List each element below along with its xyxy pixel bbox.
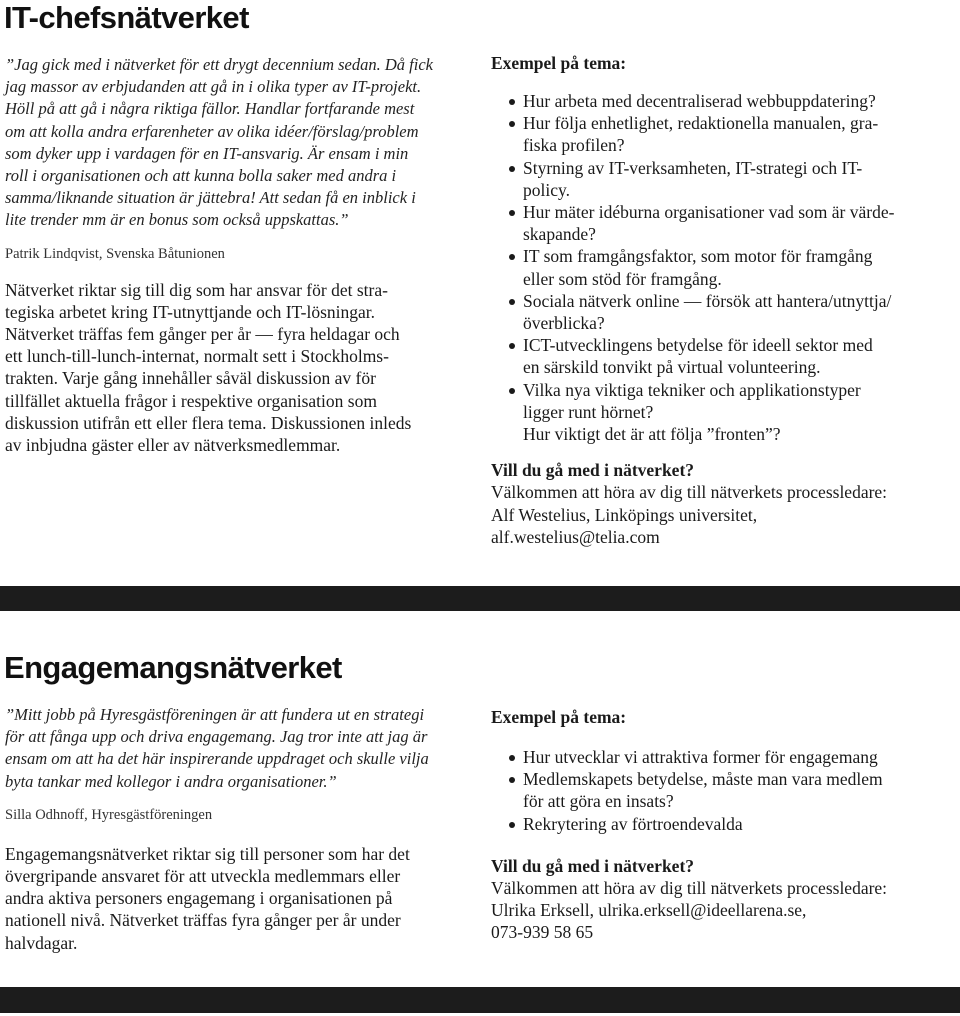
text-line: jag massor av erbjudanden att gå in i olika typer av IT-projekt. <box>5 77 422 97</box>
theme-title: Exempel på tema: <box>491 707 627 727</box>
text-line: Nätverket riktar sig till dig som har ansvar för det stra- <box>5 279 388 300</box>
text-line: andra aktiva personers engagemang i organisationen på <box>5 888 393 909</box>
text-line: byta tankar med kollegor i andra organisationer.” <box>5 771 337 791</box>
text-line: Välkommen att höra av dig till nätverkets processledare: <box>491 878 888 899</box>
bullet-icon <box>509 254 515 260</box>
theme-list-item <box>491 157 951 201</box>
theme-text-line: en särskild tonvikt på virtual volunteering. <box>523 357 821 378</box>
theme-title: Exempel på tema: <box>491 53 627 73</box>
bullet-icon <box>509 166 515 172</box>
text-line: samma/liknande situation är jättebra! Att sedan få en inblick i <box>5 188 416 208</box>
theme-text-line: Medlemskapets betydelse, måste man vara medlem <box>523 769 883 790</box>
description-text <box>5 279 470 457</box>
testimonial-quote <box>5 704 470 793</box>
theme-text-line: Hur viktigt det är att följa ”fronten”? <box>523 424 781 445</box>
theme-list-item <box>491 746 951 768</box>
text-line: tillfället aktuella frågor i respektive organisation som <box>5 390 377 411</box>
text-line: roll i organisationen och att kunna bolla saker med andra i <box>5 166 397 186</box>
right-column <box>491 52 951 548</box>
left-column <box>5 54 470 456</box>
bullet-icon <box>509 210 515 216</box>
theme-text-line: Hur följa enhetlighet, redaktionella manualen, gra- <box>523 113 879 134</box>
theme-text-line: överblicka? <box>523 313 605 334</box>
theme-text-line: Hur arbeta med decentraliserad webbuppdatering? <box>523 91 876 111</box>
theme-text-line: Rekrytering av förtroendevalda <box>523 813 743 834</box>
text-line: ”Mitt jobb på Hyresgästföreningen är att fundera ut en strategi <box>5 705 425 724</box>
text-line: för att fånga upp och driva engagemang. Jag tror inte att jag är <box>5 727 428 747</box>
text-line: diskussion utifrån ett eller flera tema. Diskussionen inleds <box>5 412 412 433</box>
left-column <box>5 704 470 954</box>
quote-author: Silla Odhnoff, Hyresgästföreningen <box>5 806 213 823</box>
quote-author: Patrik Lindqvist, Svenska Båtunionen <box>5 245 225 262</box>
text-line: om att kolla andra erfarenheter av olika idéer/förslag/problem <box>5 121 419 141</box>
text-line: som dyker upp i vardagen för en IT-ansvarig. Är ensam i min <box>5 143 409 163</box>
theme-list-item <box>491 768 951 812</box>
theme-list <box>491 90 951 445</box>
theme-list-item <box>491 334 951 378</box>
text-line: Nätverket träffas fem gånger per år — fyra heldagar och <box>5 324 400 345</box>
join-contact <box>491 877 951 944</box>
text-line: alf.westelius@telia.com <box>491 526 660 547</box>
text-line: ett lunch-till-lunch-internat, normalt sett i Stockholms- <box>5 346 389 367</box>
text-line: halvdagar. <box>5 932 78 953</box>
section-divider-bar <box>0 586 960 611</box>
theme-text-line: för att göra en insats? <box>523 791 674 812</box>
theme-list-item <box>491 201 951 245</box>
join-title: Vill du gå med i nätverket? <box>491 460 695 481</box>
text-line: av inbjudna gäster eller av nätverksmedlemmar. <box>5 435 341 456</box>
description-text <box>5 843 470 954</box>
theme-list-item <box>491 290 951 334</box>
bullet-icon <box>509 343 515 349</box>
join-contact <box>491 481 951 548</box>
theme-text-line: Hur utvecklar vi attraktiva former för engagemang <box>523 747 878 767</box>
theme-list-item <box>491 245 951 289</box>
engagemangsnatverket-section <box>0 650 960 986</box>
text-line: Alf Westelius, Linköpings universitet, <box>491 504 758 525</box>
join-title: Vill du gå med i nätverket? <box>491 855 695 876</box>
bullet-icon <box>509 822 515 828</box>
theme-text-line: Styrning av IT-verksamheten, IT-strategi och IT- <box>523 157 863 178</box>
text-line: Engagemangsnätverket riktar sig till personer som har det <box>5 843 410 864</box>
bullet-icon <box>509 121 515 127</box>
text-line: lite trender mm är en bonus som också uppskattas.” <box>5 210 349 230</box>
theme-text-line: Hur mäter idéburna organisationer vad som är värde- <box>523 202 895 223</box>
bottom-bar <box>0 987 960 1013</box>
testimonial-quote <box>5 54 470 232</box>
theme-text-line: ICT-utvecklingens betydelse för ideell sektor med <box>523 335 873 356</box>
theme-text-line: skapande? <box>523 224 596 245</box>
theme-list-item <box>491 90 951 112</box>
theme-text-line: ligger runt hörnet? <box>523 401 654 422</box>
text-line: trakten. Varje gång innehåller såväl diskussion av för <box>5 368 376 389</box>
text-line: Höll på att gå i några riktiga fällor. Handlar fortfarande mest <box>5 99 415 119</box>
theme-text-line: Vilka nya viktiga tekniker och applikationstyper <box>523 379 861 400</box>
bullet-icon <box>509 755 515 761</box>
bullet-icon <box>509 388 515 394</box>
theme-text-line: fiska profilen? <box>523 135 625 156</box>
bullet-icon <box>509 777 515 783</box>
theme-text-line: eller som stöd för framgång. <box>523 268 722 289</box>
bullet-icon <box>509 299 515 305</box>
text-line: tegiska arbetet kring IT-utnyttjande och IT-lösningar. <box>5 301 376 322</box>
right-column <box>491 706 951 944</box>
text-line: Ulrika Erksell, ulrika.erksell@ideellarena.se, <box>491 900 807 921</box>
bullet-icon <box>509 99 515 105</box>
theme-text-line: Sociala nätverk online — försök att hantera/utnyttja/ <box>523 290 892 311</box>
theme-text-line: policy. <box>523 179 570 200</box>
text-line: övergripande ansvaret för att utveckla medlemmars eller <box>5 866 401 887</box>
text-line: Välkommen att höra av dig till nätverkets processledare: <box>491 482 888 503</box>
theme-text-line: IT som framgångsfaktor, som motor för framgång <box>523 246 873 267</box>
theme-list-item <box>491 379 951 446</box>
section-heading: IT-chefsnätverket <box>4 0 249 35</box>
theme-list <box>491 746 951 835</box>
section-heading: Engagemangsnätverket <box>4 650 342 685</box>
text-line: ”Jag gick med i nätverket för ett drygt decennium sedan. Då fick <box>5 55 433 74</box>
text-line: ensam om att ha det här inspirerande uppdraget och skulle vilja <box>5 749 429 769</box>
text-line: 073-939 58 65 <box>491 922 594 943</box>
theme-list-item <box>491 112 951 156</box>
theme-list-item <box>491 813 951 835</box>
text-line: nationell nivå. Nätverket träffas fyra gånger per år under <box>5 910 401 931</box>
